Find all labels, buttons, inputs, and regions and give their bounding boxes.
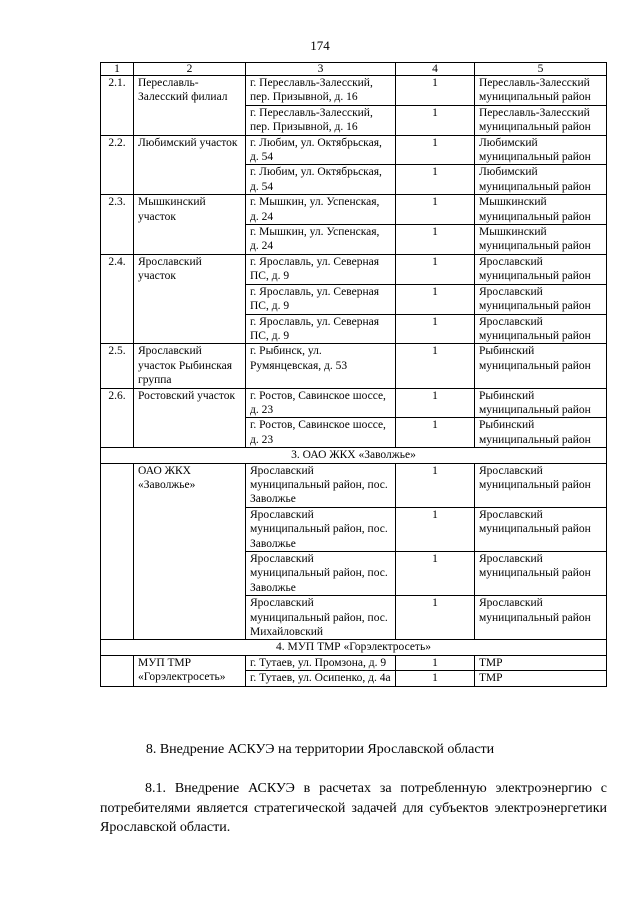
address-cell: г. Тутаев, ул. Промзона, д. 9 [246,655,396,670]
count-cell: 1 [396,463,475,507]
count-cell: 1 [396,135,475,165]
organization-cell: Переславль-Залесский филиал [134,76,246,136]
item-number-cell: 2.4. [101,254,134,343]
district-cell: Рыбинский муниципальный район [475,344,607,388]
address-cell: г. Мышкин, ул. Успенская, д. 24 [246,225,396,255]
count-cell: 1 [396,552,475,596]
section-title-cell: 3. ОАО ЖКХ «Заволжье» [101,448,607,463]
address-cell: Ярославский муниципальный район, пос. Заволжье [246,507,396,551]
item-number-cell [101,655,134,686]
count-cell: 1 [396,418,475,448]
address-cell: г. Переславль-Залесский, пер. Призывной, д. 16 [246,105,396,135]
count-cell: 1 [396,344,475,388]
item-number-cell [101,463,134,640]
table-row [101,135,607,165]
count-cell: 1 [396,165,475,195]
column-number-cell: 5 [475,63,607,76]
count-cell: 1 [396,596,475,640]
district-cell: Рыбинский муниципальный район [475,418,607,448]
count-cell: 1 [396,225,475,255]
district-cell: Переславль-Залесский муниципальный район [475,76,607,106]
district-cell: ТМР [475,671,607,686]
address-cell: г. Переславль-Залесский, пер. Призывной, д. 16 [246,76,396,106]
address-cell: г. Ростов, Савинское шоссе, д. 23 [246,388,396,418]
column-number-cell: 3 [246,63,396,76]
address-cell: Ярославский муниципальный район, пос. Михайловский [246,596,396,640]
organization-cell: Мышкинский участок [134,195,246,255]
district-cell: Любимский муниципальный район [475,165,607,195]
district-cell: Переславль-Залесский муниципальный район [475,105,607,135]
district-cell: Ярославский муниципальный район [475,314,607,344]
district-cell: Мышкинский муниципальный район [475,225,607,255]
column-number-cell: 2 [134,63,246,76]
address-cell: г. Любим, ул. Октябрьская, д. 54 [246,135,396,165]
item-number-cell: 2.6. [101,388,134,448]
count-cell: 1 [396,507,475,551]
table-row [101,76,607,106]
table-row [101,344,607,388]
district-cell: Ярославский муниципальный район [475,596,607,640]
organization-cell: Любимский участок [134,135,246,195]
district-cell: Любимский муниципальный район [475,135,607,165]
district-cell: Ярославский муниципальный район [475,463,607,507]
item-number-cell: 2.1. [101,76,134,136]
address-cell: г. Ярославль, ул. Северная ПС, д. 9 [246,254,396,284]
count-cell: 1 [396,388,475,418]
district-cell: Ярославский муниципальный район [475,254,607,284]
column-number-row [101,63,607,76]
count-cell: 1 [396,284,475,314]
organization-cell: ОАО ЖКХ «Заволжье» [134,463,246,640]
table-row [101,463,607,507]
organization-cell: Ростовский участок [134,388,246,448]
count-cell: 1 [396,314,475,344]
organization-cell: Ярославский участок [134,254,246,343]
district-cell: Рыбинский муниципальный район [475,388,607,418]
column-number-cell: 1 [101,63,134,76]
address-cell: г. Тутаев, ул. Осипенко, д. 4а [246,671,396,686]
table-row [101,388,607,418]
page-number: 174 [310,38,330,53]
section-title-row [101,448,607,463]
count-cell: 1 [396,254,475,284]
section-title-row [101,640,607,655]
item-number-cell: 2.3. [101,195,134,255]
district-cell: Ярославский муниципальный район [475,284,607,314]
organization-cell: Ярославский участок Рыбинская группа [134,344,246,388]
item-number-cell: 2.2. [101,135,134,195]
body-paragraph: 8.1. Внедрение АСКУЭ в расчетах за потребленную электроэнергию с потребителями является стратегической задачей для субъектов электроэнергетики Ярославской области. [100,781,607,835]
column-number-cell: 4 [396,63,475,76]
count-cell: 1 [396,76,475,106]
district-cell: Ярославский муниципальный район [475,552,607,596]
district-cell: ТМР [475,655,607,670]
address-cell: Ярославский муниципальный район, пос. Заволжье [246,552,396,596]
table-row [101,655,607,670]
address-cell: г. Любим, ул. Октябрьская, д. 54 [246,165,396,195]
address-cell: г. Ярославль, ул. Северная ПС, д. 9 [246,284,396,314]
organization-cell: МУП ТМР «Горэлектросеть» [134,655,246,686]
table-row [101,195,607,225]
item-number-cell: 2.5. [101,344,134,388]
count-cell: 1 [396,671,475,686]
count-cell: 1 [396,105,475,135]
objects-table [100,62,607,687]
district-cell: Ярославский муниципальный район [475,507,607,551]
table-row [101,254,607,284]
address-cell: г. Ростов, Савинское шоссе, д. 23 [246,418,396,448]
address-cell: г. Мышкин, ул. Успенская, д. 24 [246,195,396,225]
section-heading: 8. Внедрение АСКУЭ на территории Ярославской области [145,742,495,757]
address-cell: г. Рыбинск, ул. Румянцевская, д. 53 [246,344,396,388]
address-cell: г. Ярославль, ул. Северная ПС, д. 9 [246,314,396,344]
address-cell: Ярославский муниципальный район, пос. Заволжье [246,463,396,507]
count-cell: 1 [396,195,475,225]
district-cell: Мышкинский муниципальный район [475,195,607,225]
count-cell: 1 [396,655,475,670]
section-title-cell: 4. МУП ТМР «Горэлектросеть» [101,640,607,655]
